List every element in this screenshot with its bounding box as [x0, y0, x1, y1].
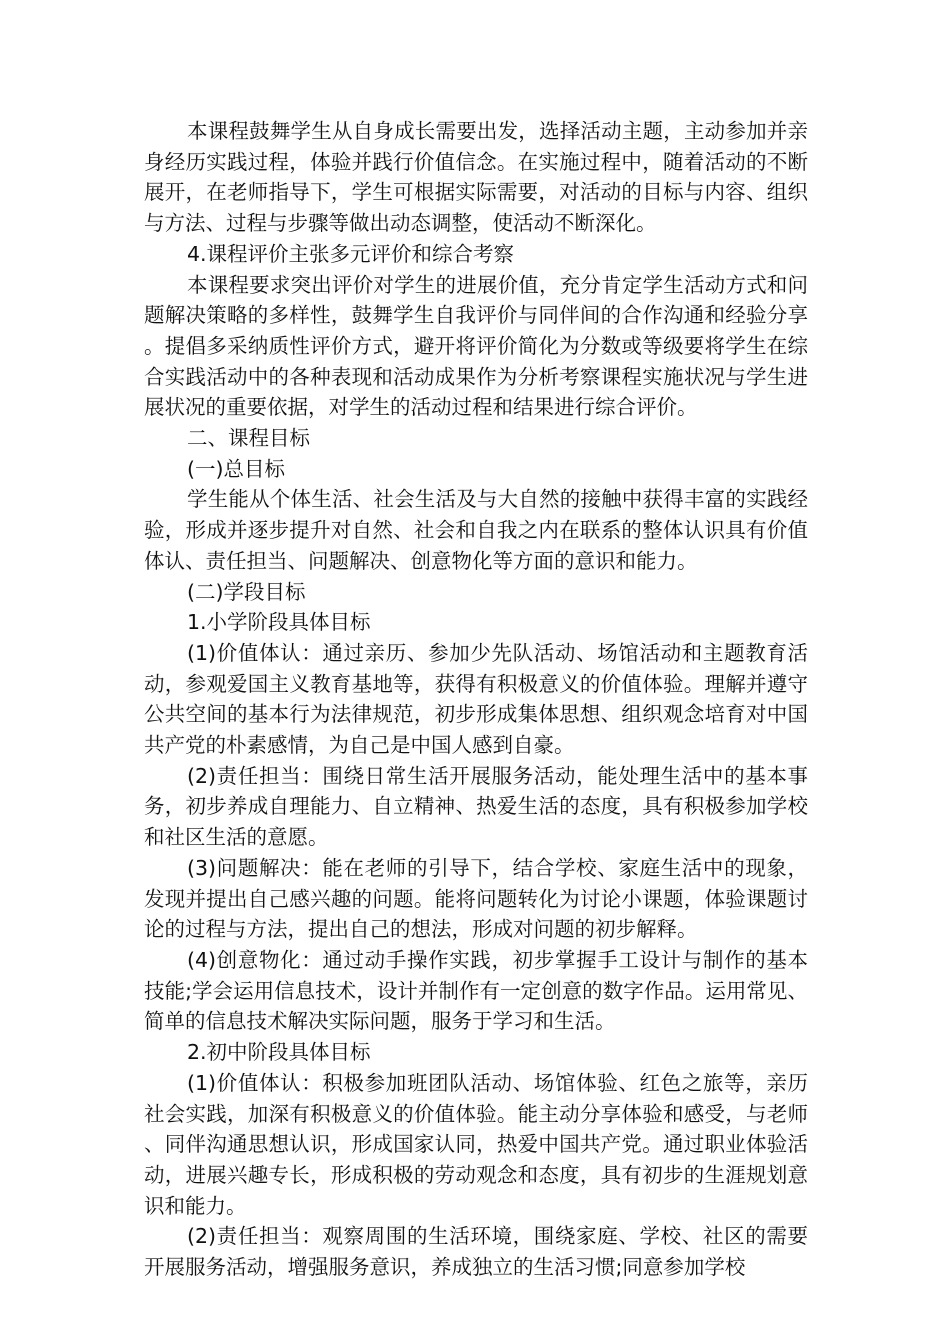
- paragraph: 学生能从个体生活、社会生活及与大自然的接触中获得丰富的实践经验，形成并逐步提升对自然、社会和自我之内在联系的整体认识具有价值体认、责任担当、问题解决、创意物化等方面的意识和能力。: [144, 487, 808, 573]
- section-heading: 二、课程目标: [187, 426, 310, 451]
- paragraph: 本课程要求突出评价对学生的进展价值，充分肯定学生活动方式和问题解决策略的多样性，鼓舞学生自我评价与同伴间的合作沟通和经验分享。提倡多采纳质性评价方式，避开将评价简化为分数或等级要将学生在综合实践活动中的各种表现和活动成果作为分析考察课程实施状况与学生进展状况的重要依据，对学生的活动过程和结果进行综合评价。: [144, 272, 808, 420]
- document-body: [144, 116, 808, 1283]
- paragraph: (4)创意物化：通过动手操作实践，初步掌握手工设计与制作的基本技能;学会运用信息技术，设计并制作有一定创意的数字作品。运用常见、简单的信息技术解决实际问题，服务于学习和生活。: [144, 947, 808, 1034]
- paragraph: (2)责任担当：围绕日常生活开展服务活动，能处理生活中的基本事务，初步养成自理能力、自立精神、热爱生活的态度，具有积极参加学校和社区生活的意愿。: [144, 763, 808, 850]
- paragraph: (2)责任担当：观察周围的生活环境，围绕家庭、学校、社区的需要开展服务活动，增强服务意识，养成独立的生活习惯;同意参加学校: [144, 1224, 808, 1280]
- section-heading: 1.小学阶段具体目标: [187, 610, 371, 635]
- section-heading: (一)总目标: [187, 456, 285, 481]
- paragraph: (3)问题解决：能在老师的引导下，结合学校、家庭生活中的现象，发现并提出自己感兴趣的问题。能将问题转化为讨论小课题，体验课题讨论的过程与方法，提出自己的想法，形成对问题的初步解释。: [144, 855, 808, 942]
- section-heading: 2.初中阶段具体目标: [187, 1040, 371, 1065]
- paragraph: 本课程鼓舞学生从自身成长需要出发，选择活动主题，主动参加并亲身经历实践过程，体验并践行价值信念。在实施过程中，随着活动的不断展开，在老师指导下，学生可根据实际需要，对活动的目标与内容、组织与方法、过程与步骤等做出动态调整，使活动不断深化。: [144, 119, 808, 236]
- section-heading: (二)学段目标: [187, 579, 306, 604]
- paragraph: (1)价值体认：积极参加班团队活动、场馆体验、红色之旅等，亲历社会实践，加深有积极意义的价值体验。能主动分享体验和感受，与老师、同伴沟通思想认识，形成国家认同，热爱中国共产党。通过职业体验活动，进展兴趣专长，形成积极的劳动观念和态度，具有初步的生涯规划意识和能力。: [144, 1070, 808, 1218]
- section-heading: 4.课程评价主张多元评价和综合考察: [187, 241, 515, 266]
- paragraph: (1)价值体认：通过亲历、参加少先队活动、场馆活动和主题教育活动，参观爱国主义教育基地等，获得有积极意义的价值体验。理解并遵守公共空间的基本行为法律规范，初步形成集体思想、组织观念培育对中国共产党的朴素感情，为自己是中国人感到自豪。: [144, 640, 808, 758]
